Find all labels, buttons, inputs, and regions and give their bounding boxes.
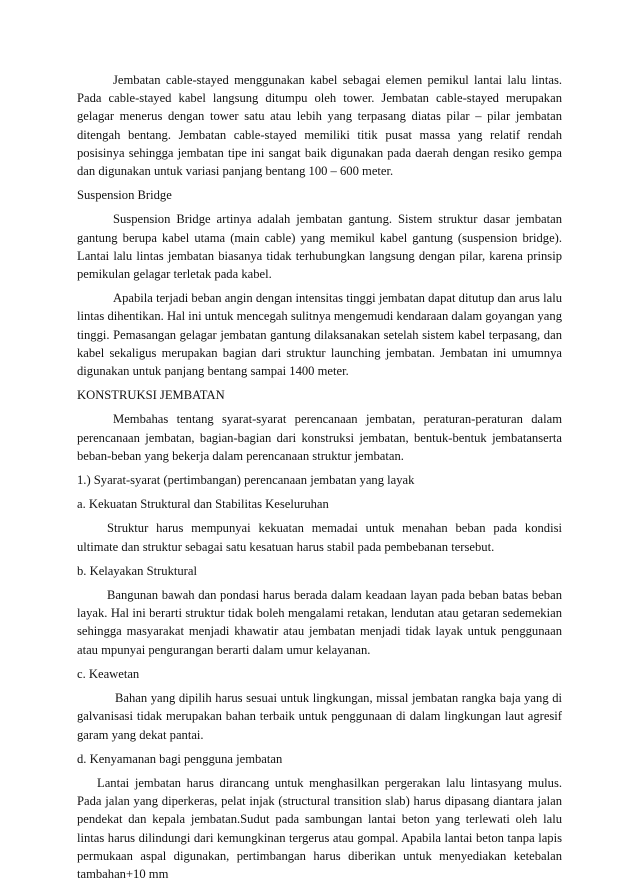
paragraph-kelayakan-struktural: Bangunan bawah dan pondasi harus berada dalam keadaan layan pada beban batas beban layak. Hal ini berarti struktur tidak boleh mengalami retakan, lendutan atau getaran sedemekian sehingga masyarakat menjadi khawatir atau jembatan menjadi tidak layak untuk penggunaan atau mpunyai pengurangan berarti dalam umur kelayanan.	[77, 588, 562, 657]
paragraph-kenyamanan: Lantai jembatan harus dirancang untuk menghasilkan pergerakan lalu lintasyang mulus. Pada jalan yang diperkeras, pelat injak (structural transition slab) harus dipasang diantara jalan pendekat dan kepala jembatan.Sudut pada sambungan lantai beton yang terlewati oleh lalu lintas harus dilindungi dari kemungkinan tergerus atau gompal. Apabila lantai beton tanpa lapis permukaan aspal digunakan, pertimbangan harus diberikan untuk menyediakan ketebalan tambahan+10 mm	[77, 775, 562, 881]
heading-konstruksi-jembatan: KONSTRUKSI JEMBATAN	[77, 388, 225, 403]
heading-suspension-bridge: Suspension Bridge	[77, 188, 172, 203]
heading-keawetan: c. Keawetan	[77, 666, 140, 681]
heading-kekuatan-struktural: a. Kekuatan Struktural dan Stabilitas Keseluruhan	[77, 497, 329, 512]
heading-syarat-perencanaan: 1.) Syarat-syarat (pertimbangan) perencanaan jembatan yang layak	[77, 473, 415, 488]
paragraph-suspension-definition: Suspension Bridge artinya adalah jembatan gantung. Sistem struktur dasar jembatan gantung berupa kabel utama (main cable) yang memikul kabel gantung (suspension bridge). Lantai lalu lintas jembatan biasanya tidak terhubungkan langsung dengan pilar, karena prinsip pemikulan gelagar terletak pada kabel.	[77, 212, 562, 282]
paragraph-konstruksi-intro: Membahas tentang syarat-syarat perencanaan jembatan, peraturan-peraturan dalam perencanaan jembatan, bagian-bagian dari konstruksi jembatan, bentuk-bentuk jembatanserta beban-beban yang bekerja dalam perencanaan struktur jembatan.	[77, 412, 562, 463]
paragraph-suspension-wind: Apabila terjadi beban angin dengan intensitas tinggi jembatan dapat ditutup dan arus lalu lintas dihentikan. Hal ini untuk mencegah sulitnya mengemudi kendaraan dalam goyangan yang tinggi. Pemasangan gelagar jembatan gantung dilaksanakan setelah sistem kabel terpasang, dan kabel sekaligus merupakan bagian dari struktur launching jembatan. Jembatan ini umumnya digunakan untuk panjang bentang sampai 1400 meter.	[77, 291, 562, 379]
paragraph-cable-stayed: Jembatan cable-stayed menggunakan kabel sebagai elemen pemikul lantai lalu lintas. Pada cable-stayed kabel langsung ditumpu oleh tower. Jembatan cable-stayed merupakan gelagar menerus dengan tower satu atau lebih yang terpasang diatas pilar – pilar jembatan ditengah bentang. Jembatan cable-stayed memiliki titik pusat massa yang relatif rendah posisinya sehingga jembatan tipe ini sangat baik digunakan pada daerah dengan resiko gempa dan digunakan untuk variasi panjang bentang 100 – 600 meter.	[77, 73, 562, 179]
paragraph-kekuatan-struktural: Struktur harus mempunyai kekuatan memadai untuk menahan beban pada kondisi ultimate dan struktur sebagai satu kesatuan harus stabil pada pembebanan tersebut.	[77, 521, 562, 554]
heading-kenyamanan: d. Kenyamanan bagi pengguna jembatan	[77, 751, 283, 766]
heading-kelayakan-struktural: b. Kelayakan Struktural	[77, 563, 197, 578]
paragraph-keawetan: Bahan yang dipilih harus sesuai untuk lingkungan, missal jembatan rangka baja yang di galvanisasi tidak merupakan bahan terbaik untuk penggunaan di dalam lingkungan laut agresif garam yang dekat pantai.	[77, 691, 562, 742]
